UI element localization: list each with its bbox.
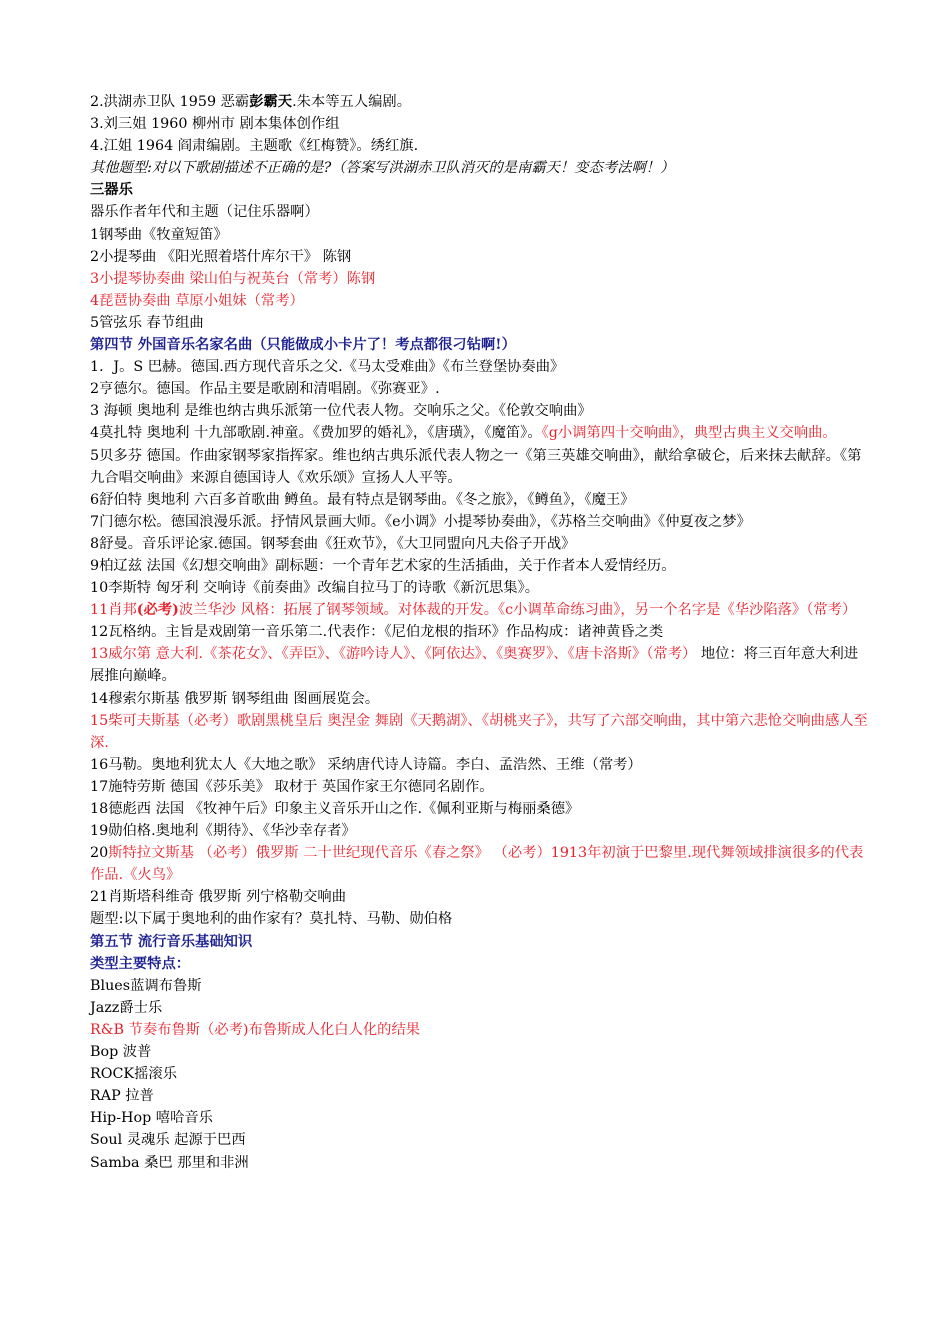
opera-question: 其他题型:对以下歌剧描述不正确的是?（答案写洪湖赤卫队消灭的是南霸天！变态考法啊！） xyxy=(90,160,675,177)
composer-5: 5贝多芬 德国。作曲家钢琴家指挥家。维也纳古典乐派代表人物之一《第三英雄交响曲》，献给拿破仑，后来抹去献辞。《第九合唱交响曲》来源自德国诗人《欢乐颂》宣扬人人平等。 xyxy=(90,447,862,486)
composer-3: 3 海顿 奥地利 是维也纳古典乐派第一位代表人物。交响乐之父。《伦敦交响曲》 xyxy=(90,403,592,420)
pop-genre-bop: Bop 波普 xyxy=(90,1044,152,1061)
composer-6: 6舒伯特 奥地利 六百多首歌曲 鳟鱼。最有特点是钢琴曲。《冬之旅》，《鳟鱼》，《魔王》 xyxy=(90,491,635,508)
pop-genre-rnb: R&B 节奏布鲁斯（必考)布鲁斯成人化白人化的结果 xyxy=(90,1021,421,1038)
opera-item-3: 3.刘三姐 1960 柳州市 剧本集体创作组 xyxy=(90,116,340,133)
composer-4-text: 4莫扎特 奥地利 十九部歌剧.神童。《费加罗的婚礼》，《唐璜》，《魔笛》。 xyxy=(90,425,542,442)
opera-item-2 xyxy=(90,91,870,113)
opera-item-4: 4.江姐 1964 阎肃编剧。主题歌《红梅赞》。绣红旗. xyxy=(90,138,419,155)
instrumental-item-3: 3小提琴协奏曲 梁山伯与祝英台（常考）陈钢 xyxy=(90,270,376,287)
composer-11-name: 11肖邦 xyxy=(90,602,137,619)
composer-20-num: 20 xyxy=(90,845,109,862)
composer-13 xyxy=(90,643,870,687)
opera-item-2-villain: 彭霸天 xyxy=(249,94,293,110)
document-body xyxy=(90,91,870,1174)
opera-item-2-text: 2.洪湖赤卫队 1959 恶霸 xyxy=(90,94,250,110)
composer-12: 12瓦格纳。主旨是戏剧第一音乐第二.代表作：《尼伯龙根的指环》作品构成：诸神黄昏之类 xyxy=(90,624,664,641)
composer-11 xyxy=(90,599,870,621)
composer-21: 21肖斯塔科维奇 俄罗斯 列宁格勒交响曲 xyxy=(90,889,347,906)
composer-19: 19勋伯格.奥地利《期待》、《华沙幸存者》 xyxy=(90,823,356,840)
composer-2: 2亨德尔。德国。作品主要是歌剧和清唱剧。《弥赛亚》. xyxy=(90,381,440,398)
composer-7: 7门德尔松。德国浪漫乐派。抒情风景画大师。《e小调》小提琴协奏曲》，《苏格兰交响曲》《仲夏夜之梦》 xyxy=(90,513,751,530)
composer-13-rest: 地位：将三百年意大利进展推向巅峰。 xyxy=(90,646,859,685)
composer-11-rest: 波兰华沙 风格：拓展了钢琴领域。对体裁的开发。《c小调革命练习曲》，另一个名字是《华沙陷落》（常考） xyxy=(178,602,857,619)
instrumental-item-4: 4琵琶协奏曲 草原小姐妹（常考） xyxy=(90,292,304,309)
pop-genre-soul: Soul 灵魂乐 起源于巴西 xyxy=(90,1132,246,1149)
instrumental-heading: 三器乐 xyxy=(90,182,133,199)
composer-17: 17施特劳斯 德国《莎乐美》 取材于 英国作家王尔德同名剧作。 xyxy=(90,778,494,795)
section-4-heading: 第四节 外国音乐名家名曲（只能做成小卡片了！考点都很刁钻啊!） xyxy=(90,337,516,354)
instrumental-item-5: 5管弦乐 春节组曲 xyxy=(90,314,204,331)
instrumental-item-1: 1钢琴曲《牧童短笛》 xyxy=(90,226,228,243)
opera-item-2-rest: .朱本等五人编剧。 xyxy=(292,94,412,110)
section-5-subheading: 类型主要特点： xyxy=(90,955,191,972)
composer-16: 16马勒。奥地利犹太人《大地之歌》 采纳唐代诗人诗篇。李白、孟浩然、王维（常考） xyxy=(90,756,642,773)
pop-genre-rock: ROCK摇滚乐 xyxy=(90,1066,177,1083)
composer-4-highlight: 《g小调第四十交响曲》，典型古典主义交响曲。 xyxy=(541,425,837,442)
pop-genre-jazz: Jazz爵士乐 xyxy=(90,999,163,1016)
pop-genre-samba: Samba 桑巴 那里和非洲 xyxy=(90,1154,249,1171)
composer-20-highlight: 斯特拉文斯基 （必考）俄罗斯 二十世纪现代音乐《春之祭》 （必考）1913年初演于巴黎里.现代舞领域排演很多的代表作品.《火鸟》 xyxy=(90,845,864,884)
instrumental-intro: 器乐作者年代和主题（记住乐器啊） xyxy=(90,204,319,221)
section-5-heading: 第五节 流行音乐基础知识 xyxy=(90,933,253,950)
composer-14: 14穆索尔斯基 俄罗斯 钢琴组曲 图画展览会。 xyxy=(90,690,380,707)
instrumental-item-2: 2小提琴曲 《阳光照着塔什库尔干》 陈钢 xyxy=(90,248,352,265)
composer-11-must: (必考) xyxy=(136,602,179,619)
composer-18: 18德彪西 法国 《牧神午后》印象主义音乐开山之作.《佩利亚斯与梅丽桑德》 xyxy=(90,801,580,817)
composer-13-highlight: 13威尔第 意大利.《茶花女》、《弄臣》、《游吟诗人》、《阿依达》、《奥赛罗》、《唐卡洛斯》（常考） xyxy=(90,646,697,663)
composer-10: 10李斯特 匈牙利 交响诗《前奏曲》改编自拉马丁的诗歌《新沉思集》。 xyxy=(90,580,540,597)
pop-genre-rap: RAP 拉普 xyxy=(90,1088,154,1105)
section-4-question: 题型:以下属于奥地利的曲作家有？莫扎特、马勒、勋伯格 xyxy=(90,911,453,928)
composer-4 xyxy=(90,422,870,444)
composer-8: 8舒曼。音乐评论家.德国。钢琴套曲《狂欢节》，《大卫同盟向凡夫俗子开战》 xyxy=(90,535,576,552)
composer-15: 15柴可夫斯基（必考）歌剧黑桃皇后 奥涅金 舞剧《天鹅湖》、《胡桃夹子》，共写了六部交响曲，其中第六悲怆交响曲感人至深. xyxy=(90,712,868,751)
composer-20 xyxy=(90,842,870,886)
pop-genre-hiphop: Hip-Hop 嘻哈音乐 xyxy=(90,1110,213,1127)
pop-genre-blues: Blues蓝调布鲁斯 xyxy=(90,977,202,994)
composer-1: 1．J。S 巴赫。德国.西方现代音乐之父.《马太受难曲》《布兰登堡协奏曲》 xyxy=(90,359,565,376)
composer-9: 9柏辽兹 法国《幻想交响曲》副标题：一个青年艺术家的生活插曲，关于作者本人爱情经历。 xyxy=(90,557,676,574)
